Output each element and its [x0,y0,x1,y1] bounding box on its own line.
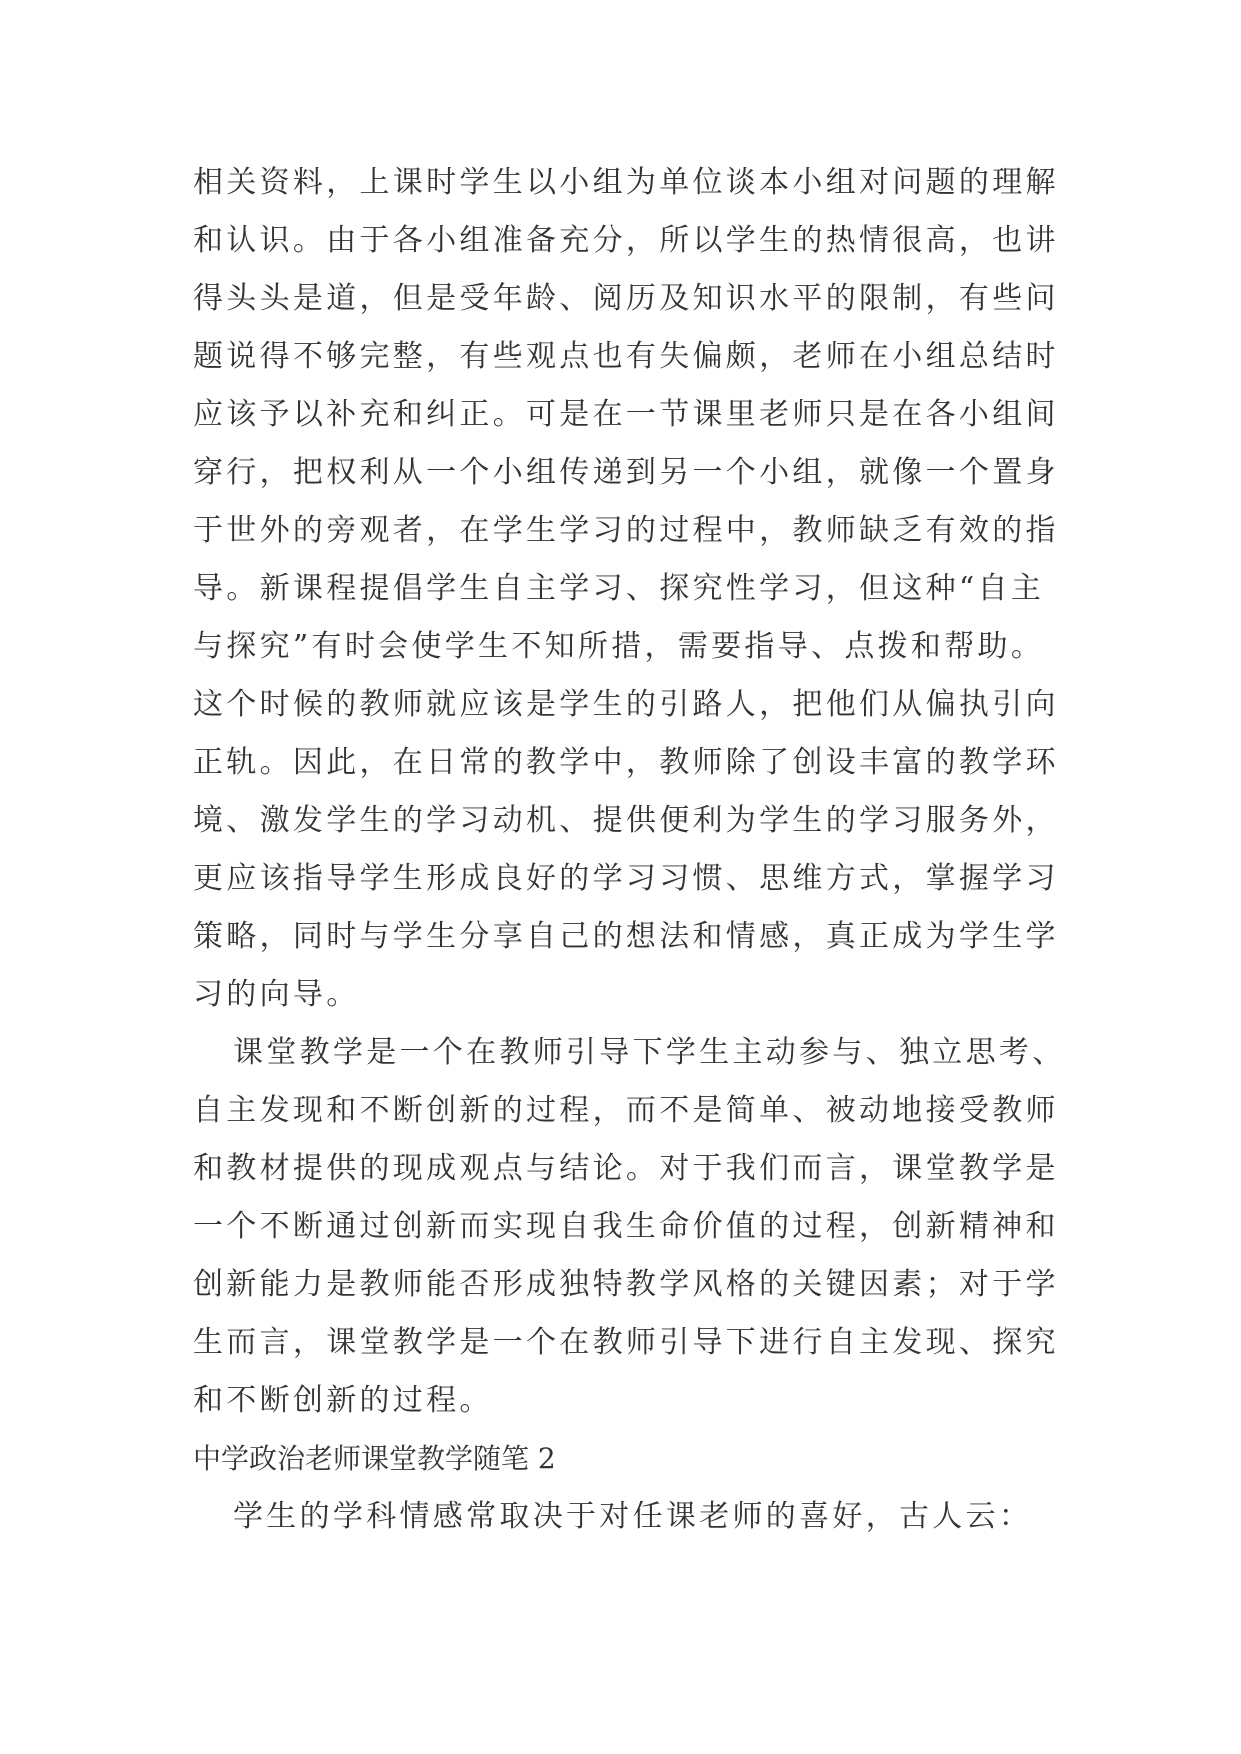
paragraph [193,1488,1073,1546]
text-line: 习的向导。 [193,977,360,1012]
text-line: 这个时候的教师就应该是学生的引路人，把他们从偏执引向 [193,687,1059,722]
text-line: 于世外的旁观者，在学生学习的过程中，教师缺乏有效的指 [193,513,1059,548]
text-line: 题说得不够完整，有些观点也有失偏颇，老师在小组总结时 [193,339,1059,374]
text-line: 相关资料，上课时学生以小组为单位谈本小组对问题的理解 [193,165,1059,200]
text-line: 穿行，把权利从一个小组传递到另一个小组，就像一个置身 [193,455,1059,490]
paragraph [193,1024,1073,1430]
text-line: 生而言，课堂教学是一个在教师引导下进行自主发现、探究 [193,1325,1059,1360]
text-line: 境、激发学生的学习动机、提供便利为学生的学习服务外， [193,803,1059,838]
text-line: 策略，同时与学生分享自己的想法和情感，真正成为学生学 [193,919,1059,954]
section-heading: 中学政治老师课堂教学随笔 2 [193,1442,556,1475]
text-line: 和教材提供的现成观点与结论。对于我们而言，课堂教学是 [193,1151,1059,1186]
text-line: 正轨。因此，在日常的教学中，教师除了创设丰富的教学环 [193,745,1059,780]
text-line: 导。新课程提倡学生自主学习、探究性学习，但这种“自主 [193,571,1045,606]
text-line: 一个不断通过创新而实现自我生命价值的过程，创新精神和 [193,1209,1059,1244]
document-body [193,154,1073,1546]
text-line: 课堂教学是一个在教师引导下学生主动参与、独立思考、 [233,1035,1066,1070]
text-line: 得头头是道，但是受年龄、阅历及知识水平的限制，有些问 [193,281,1059,316]
text-line: 和不断创新的过程。 [193,1383,493,1418]
text-line: 创新能力是教师能否形成独特教学风格的关键因素；对于学 [193,1267,1059,1302]
text-line: 更应该指导学生形成良好的学习习惯、思维方式，掌握学习 [193,861,1059,896]
text-line: 自主发现和不断创新的过程，而不是简单、被动地接受教师 [193,1093,1059,1128]
text-line: 学生的学科情感常取决于对任课老师的喜好，古人云： [233,1499,1033,1534]
paragraph [193,154,1073,1024]
text-line: 应该予以补充和纠正。可是在一节课里老师只是在各小组间 [193,397,1059,432]
text-line: 与探究”有时会使学生不知所措，需要指导、点拨和帮助。 [193,629,1045,664]
text-line: 和认识。由于各小组准备充分，所以学生的热情很高，也讲 [193,223,1059,258]
